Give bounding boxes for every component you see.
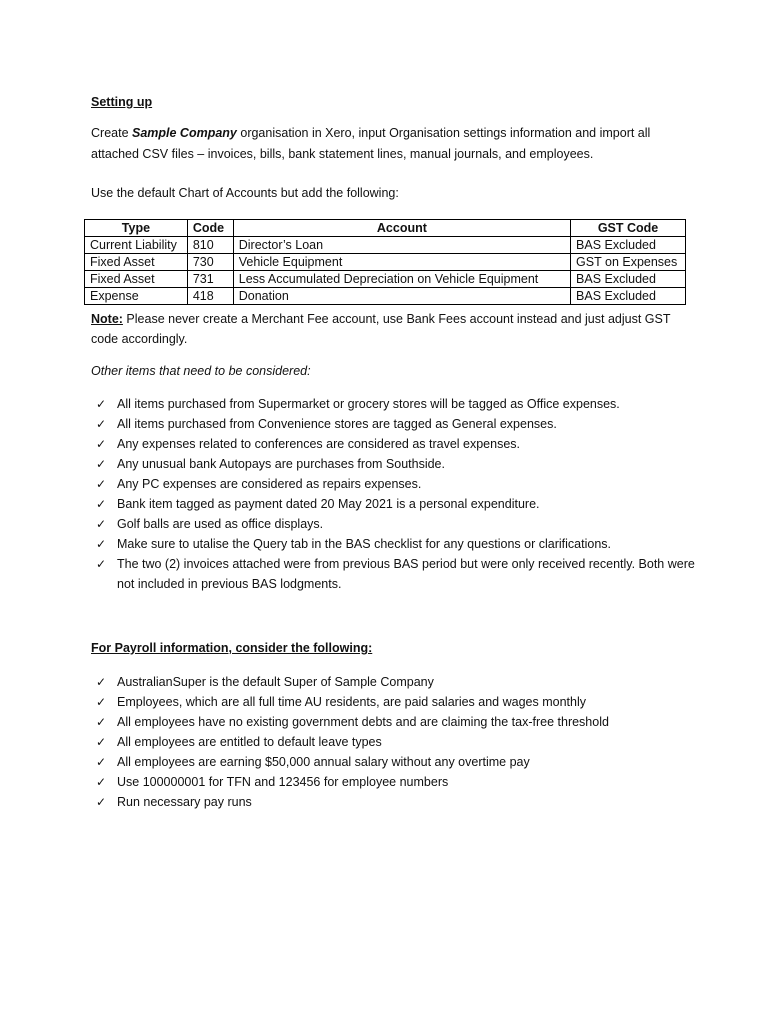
list-item	[96, 394, 696, 414]
list-item-text: Golf balls are used as office displays.	[117, 517, 324, 531]
list-item-text: Bank item tagged as payment dated 20 May 2021 is a personal expenditure.	[117, 497, 540, 511]
check-mark-icon: ✓	[96, 537, 107, 551]
table-row	[85, 288, 686, 305]
table-row	[85, 271, 686, 288]
payroll-list	[96, 672, 696, 812]
list-item	[96, 474, 696, 494]
cell-type: Expense	[85, 288, 188, 305]
list-item	[96, 752, 696, 772]
setting-up-heading: Setting up	[91, 95, 153, 109]
list-item	[96, 692, 696, 712]
table-row	[85, 237, 686, 254]
cell-code: 418	[187, 288, 233, 305]
list-item	[96, 534, 696, 554]
cell-gst: BAS Excluded	[571, 288, 686, 305]
list-item	[96, 514, 696, 534]
other-items-heading: Other items that need to be considered:	[91, 364, 311, 378]
list-item-text: Make sure to utalise the Query tab in the BAS checklist for any questions or clarifications.	[117, 537, 611, 551]
list-item	[96, 554, 696, 594]
list-item-text: All employees have no existing government debts and are claiming the tax-free threshold	[117, 715, 609, 729]
check-mark-icon: ✓	[96, 735, 107, 749]
check-mark-icon: ✓	[96, 675, 107, 689]
list-item	[96, 732, 696, 752]
check-mark-icon: ✓	[96, 755, 107, 769]
list-item	[96, 494, 696, 514]
list-item-text: All employees are entitled to default leave types	[117, 735, 382, 749]
list-item-text: All items purchased from Convenience stores are tagged as General expenses.	[117, 417, 557, 431]
col-header-gst-code: GST Code	[571, 220, 686, 237]
cell-gst: BAS Excluded	[571, 237, 686, 254]
other-items-list	[96, 394, 696, 594]
intro-pre: Create	[91, 126, 132, 140]
default-coa-text: Use the default Chart of Accounts but add the following:	[91, 186, 399, 200]
intro-post: organisation in Xero, input Organisation settings information and import all attached CSV files – invoices, bills, bank statement lines, manual journals, and employees.	[91, 126, 651, 161]
col-header-account: Account	[233, 220, 570, 237]
list-item-text: Employees, which are all full time AU residents, are paid salaries and wages monthly	[117, 695, 586, 709]
list-item	[96, 792, 696, 812]
cell-type: Fixed Asset	[85, 271, 188, 288]
cell-code: 810	[187, 237, 233, 254]
list-item-text: Any PC expenses are considered as repairs expenses.	[117, 477, 422, 491]
list-item	[96, 712, 696, 732]
list-item-text: Any expenses related to conferences are considered as travel expenses.	[117, 437, 521, 451]
check-mark-icon: ✓	[96, 775, 107, 789]
list-item-text: Run necessary pay runs	[117, 795, 252, 809]
list-item	[96, 772, 696, 792]
check-mark-icon: ✓	[96, 397, 107, 411]
cell-type: Fixed Asset	[85, 254, 188, 271]
cell-account: Director’s Loan	[233, 237, 570, 254]
table-row	[85, 254, 686, 271]
col-header-code: Code	[187, 220, 233, 237]
cell-code: 731	[187, 271, 233, 288]
list-item	[96, 454, 696, 474]
chart-of-accounts-table	[84, 219, 686, 305]
company-name: Sample Company	[132, 126, 237, 140]
cell-gst: GST on Expenses	[571, 254, 686, 271]
check-mark-icon: ✓	[96, 695, 107, 709]
cell-account: Donation	[233, 288, 570, 305]
cell-account: Vehicle Equipment	[233, 254, 570, 271]
check-mark-icon: ✓	[96, 437, 107, 451]
list-item-text: Any unusual bank Autopays are purchases from Southside.	[117, 457, 445, 471]
col-header-type: Type	[85, 220, 188, 237]
list-item-text: All employees are earning $50,000 annual salary without any overtime pay	[117, 755, 530, 769]
cell-type: Current Liability	[85, 237, 188, 254]
list-item	[96, 672, 696, 692]
check-mark-icon: ✓	[96, 795, 107, 809]
note-paragraph	[91, 309, 691, 349]
list-item-text: Use 100000001 for TFN and 123456 for employee numbers	[117, 775, 449, 789]
cell-gst: BAS Excluded	[571, 271, 686, 288]
list-item	[96, 414, 696, 434]
check-mark-icon: ✓	[96, 477, 107, 491]
list-item-text: The two (2) invoices attached were from previous BAS period but were only received recently. Both were not included in previous BAS lodgments.	[117, 557, 695, 591]
note-label: Note:	[91, 312, 123, 326]
payroll-heading: For Payroll information, consider the following:	[91, 641, 373, 655]
list-item-text: AustralianSuper is the default Super of Sample Company	[117, 675, 434, 689]
list-item-text: All items purchased from Supermarket or grocery stores will be tagged as Office expenses.	[117, 397, 620, 411]
check-mark-icon: ✓	[96, 497, 107, 511]
cell-account: Less Accumulated Depreciation on Vehicle Equipment	[233, 271, 570, 288]
table-header-row	[85, 220, 686, 237]
list-item	[96, 434, 696, 454]
note-text: Please never create a Merchant Fee account, use Bank Fees account instead and just adjust GST code accordingly.	[91, 312, 671, 346]
intro-paragraph	[91, 123, 691, 165]
check-mark-icon: ✓	[96, 715, 107, 729]
check-mark-icon: ✓	[96, 557, 107, 571]
check-mark-icon: ✓	[96, 457, 107, 471]
check-mark-icon: ✓	[96, 517, 107, 531]
cell-code: 730	[187, 254, 233, 271]
check-mark-icon: ✓	[96, 417, 107, 431]
